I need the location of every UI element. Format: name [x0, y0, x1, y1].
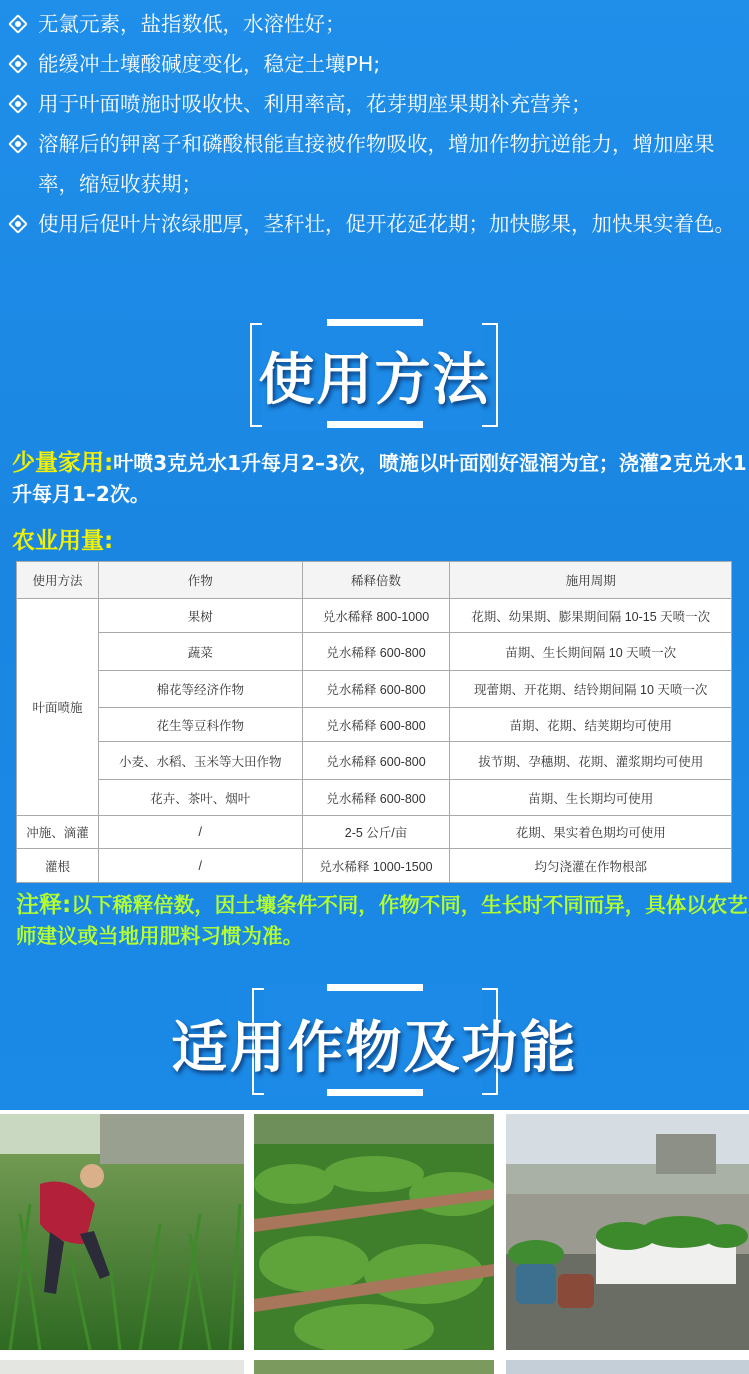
bullet-diamond-icon [8, 17, 30, 31]
crops-section-title: 适用作物及功能 [171, 1015, 578, 1081]
feature-item: 溶解后的钾离子和磷酸根能直接被作物吸收，增加作物抗逆能力，增加座果率，缩短收获期； [8, 124, 748, 204]
dilution-note: 注释:以下稀释倍数，因土壤条件不同，作物不同，生长时不同而异，具体以农艺师建议或当地用肥料习惯为准。 [16, 892, 748, 948]
feature-item: 无氯元素，盐指数低，水溶性好； [8, 4, 748, 44]
home-usage-text: 少量家用:叶喷3克兑水1升每月2–3次，喷施以叶面刚好湿润为宜；浇灌2克兑水1升每月1–2次。 [12, 450, 747, 506]
crop-photo-grid [0, 1110, 749, 1374]
table-row: 小麦、水稻、玉米等大田作物 兑水稀释 600-800 拔节期、孕穗期、花期、灌浆期均可使用 [17, 742, 732, 780]
note-label: 注释: [16, 892, 72, 918]
method-cell: 叶面喷施 [17, 599, 99, 816]
table-row: 叶面喷施 果树 兑水稀释 800-1000 花期、幼果期、膨果期间隔 10-15 天喷一次 [17, 599, 732, 633]
table-header: 稀释倍数 [302, 562, 450, 599]
table-row: 花生等豆科作物 兑水稀释 600-800 苗期、花期、结荚期均可使用 [17, 708, 732, 742]
crop-photo-row2 [254, 1360, 494, 1374]
table-header: 作物 [98, 562, 302, 599]
feature-list [8, 4, 748, 244]
dosage-table [16, 561, 732, 883]
table-row: 棉花等经济作物 兑水稀释 600-800 现蕾期、开花期、结铃期间隔 10 天喷一次 [17, 671, 732, 708]
bullet-diamond-icon [8, 97, 30, 111]
table-header-row [17, 562, 732, 599]
feature-item: 使用后促叶片浓绿肥厚，茎秆壮，促开花延花期；加快膨果，加快果实着色。 [8, 204, 748, 244]
crop-photo-row2 [506, 1360, 749, 1374]
feature-item: 用于叶面喷施时吸收快、利用率高，花芽期座果期补充营养； [8, 84, 748, 124]
crop-photo-vegetable-beds [254, 1114, 494, 1350]
home-usage-label: 少量家用: [12, 450, 114, 476]
crop-photo-rooftop-garden [506, 1114, 749, 1350]
table-row: 花卉、茶叶、烟叶 兑水稀释 600-800 苗期、生长期均可使用 [17, 780, 732, 816]
table-header: 施用周期 [450, 562, 732, 599]
agri-usage-label: 农业用量: [12, 528, 114, 554]
bullet-diamond-icon [8, 217, 30, 231]
usage-section-title: 使用方法 [258, 347, 491, 413]
table-row: 灌根 / 兑水稀释 1000-1500 均匀浇灌在作物根部 [17, 849, 732, 883]
bullet-diamond-icon [8, 137, 30, 151]
table-header: 使用方法 [17, 562, 99, 599]
crop-photo-farmer [0, 1114, 244, 1350]
bullet-diamond-icon [8, 57, 30, 71]
table-row: 蔬菜 兑水稀释 600-800 苗期、生长期间隔 10 天喷一次 [17, 633, 732, 671]
table-row: 冲施、滴灌 / 2-5 公斤/亩 花期、果实着色期均可使用 [17, 816, 732, 849]
crop-photo-row2 [0, 1360, 244, 1374]
feature-item: 能缓冲土壤酸碱度变化，稳定土壤PH; [8, 44, 748, 84]
